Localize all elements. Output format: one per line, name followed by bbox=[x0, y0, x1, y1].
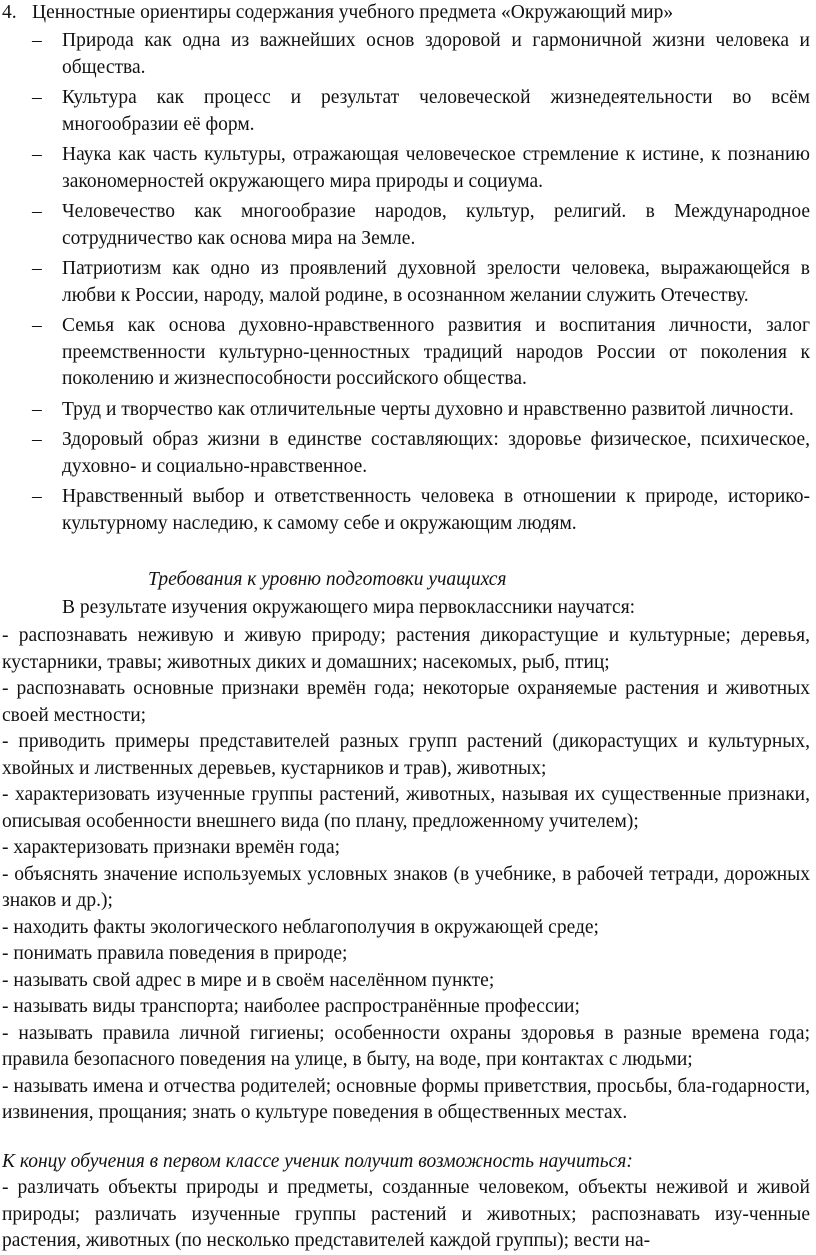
dash-marker: – bbox=[32, 30, 42, 51]
list-item-text: Семья как основа духовно-нравственного развития и воспитания личности, залог преемственности культурно-ценностных традиций народов России от поколения к поколению и жизнеспособности российского общества. bbox=[62, 315, 810, 389]
list-item-text: Патриотизм как одно из проявлений духовной зрелости человека, выражающейся в любви к России, народу, малой родине, в осознанном желании служить Отечеству. bbox=[62, 258, 810, 306]
dash-marker: – bbox=[32, 144, 42, 165]
list-item bbox=[2, 85, 810, 138]
possibilities-title: К концу обучения в первом классе ученик получит возможность научиться: bbox=[2, 1150, 633, 1172]
list-item: - называть имена и отчества родителей; основные формы приветствия, просьбы, бла-годарности, извинения, прощания; знать о культуре поведения в общественных местах. bbox=[2, 1075, 810, 1123]
list-item: - характеризовать признаки времён года; bbox=[2, 837, 341, 858]
spacer bbox=[2, 541, 810, 567]
list-item: - характеризовать изученные группы растений, животных, называя их существенные признаки, описывая особенности внешнего вида (по плану, предложенному учителем); bbox=[2, 784, 810, 832]
values-list bbox=[2, 28, 810, 537]
list-item bbox=[2, 427, 810, 480]
list-item bbox=[2, 199, 810, 252]
list-item bbox=[2, 397, 810, 424]
requirements-title: Требования к уровню подготовки учащихся bbox=[148, 569, 507, 590]
section-title: Ценностные ориентиры содержания учебного предмета «Окружающий мир» bbox=[32, 2, 674, 23]
list-item-text: Человечество как многообразие народов, культур, религий. в Международное сотрудничество как основа мира на Земле. bbox=[62, 201, 810, 249]
section-number: 4. bbox=[2, 2, 17, 23]
list-item-text: Культура как процесс и результат человеческой жизнедеятельности во всём многообразии её форм. bbox=[62, 87, 810, 135]
list-item: - называть свой адрес в мире и в своём населённом пункте; bbox=[2, 969, 495, 991]
dash-marker: – bbox=[32, 429, 42, 450]
dash-marker: – bbox=[32, 315, 42, 336]
dash-marker: – bbox=[32, 486, 42, 507]
list-item: - объяснять значение используемых условных знаков (в учебнике, в рабочей тетради, дорожных знаков и др.); bbox=[2, 863, 810, 911]
list-item: - приводить примеры представителей разных групп растений (дикорастущих и культурных, хвойных и лиственных деревьев, кустарников и трав), животных; bbox=[2, 731, 810, 779]
list-item: - находить факты экологического неблагополучия в окружающей среде; bbox=[2, 916, 599, 938]
list-item: - распознавать основные признаки времён года; некоторые охраняемые растения и животных своей местности; bbox=[2, 678, 810, 726]
list-item: - различать объекты природы и предметы, созданные человеком, объекты неживой и живой природы; различать изученные группы растений и животных; распознавать изу-ченные растения, животных (по несколько представителей каждой группы); вести на- bbox=[2, 1177, 810, 1251]
list-item-text: Природа как одна из важнейших основ здоровой и гармоничной жизни человека и общества. bbox=[62, 30, 810, 78]
list-item: - называть правила личной гигиены; особенности охраны здоровья в разные времена года; правила безопасного поведения на улице, в быту, на воде, при контактах с людьми; bbox=[2, 1022, 810, 1070]
list-item-text: Здоровый образ жизни в единстве составляющих: здоровье физическое, психическое, духовно- и социально-нравственное. bbox=[62, 429, 810, 477]
list-item bbox=[2, 484, 810, 537]
possibilities-list bbox=[2, 1175, 810, 1255]
dash-marker: – bbox=[32, 201, 42, 222]
list-item: - называть виды транспорта; наиболее распространённые профессии; bbox=[2, 996, 580, 1017]
dash-marker: – bbox=[32, 258, 42, 279]
section-heading bbox=[2, 0, 810, 28]
list-item: - понимать правила поведения в природе; bbox=[2, 943, 348, 964]
list-item bbox=[2, 313, 810, 393]
list-item bbox=[2, 256, 810, 309]
list-item bbox=[2, 28, 810, 81]
list-item-text: Труд и творчество как отличительные черты духовно и нравственно развитой личности. bbox=[62, 398, 794, 420]
dash-marker: – bbox=[32, 87, 42, 108]
list-item-text: Нравственный выбор и ответственность человека в отношении к природе, историко-культурному наследию, к самому себе и окружающим людям. bbox=[62, 486, 810, 534]
dash-marker: – bbox=[32, 398, 42, 420]
requirements-intro: В результате изучения окружающего мира первоклассники научатся: bbox=[62, 597, 636, 618]
list-item: - распознавать неживую и живую природу; растения дикорастущие и культурные; деревья, кустарники, травы; животных диких и домашних; насекомых, рыб, птиц; bbox=[2, 625, 810, 673]
spacer bbox=[2, 1127, 810, 1149]
requirements-list bbox=[2, 623, 810, 1127]
list-item-text: Наука как часть культуры, отражающая человеческое стремление к истине, к познанию закономерностей окружающего мира природы и социума. bbox=[62, 144, 810, 192]
list-item bbox=[2, 142, 810, 195]
